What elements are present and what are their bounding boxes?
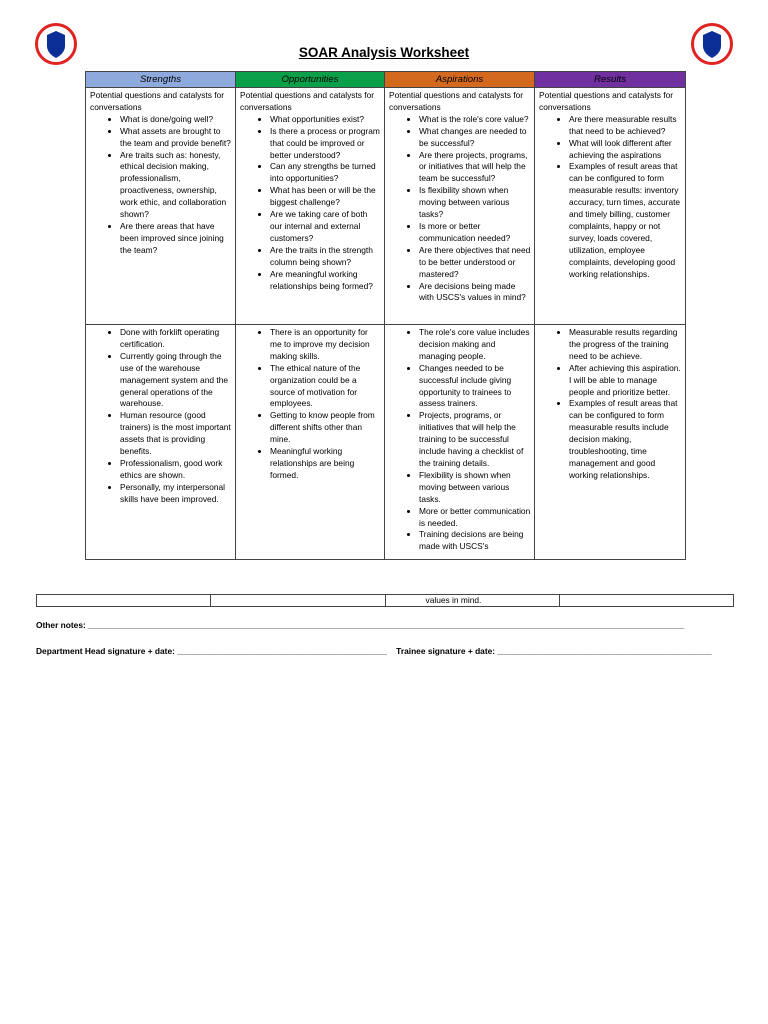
bullet-item: • What is the role's core value? bbox=[419, 114, 531, 126]
signature-row bbox=[36, 646, 712, 656]
department-head-signature-field[interactable]: Department Head signature + date: _____________________________________________ bbox=[36, 646, 387, 656]
answer-list bbox=[90, 327, 232, 506]
bullet-item: • Personally, my interpersonal skills have been improved. bbox=[120, 482, 232, 506]
column-header-aspirations: Aspirations bbox=[385, 72, 535, 88]
bullet-item: • The role's core value includes decision making and managing people. bbox=[419, 327, 531, 363]
bullet-item: • Projects, programs, or initiatives that will help the training to be successful include having a checklist of the training details. bbox=[419, 410, 531, 470]
bullet-item: • Are the traits in the strength column being shown? bbox=[270, 245, 381, 269]
question-list bbox=[539, 114, 682, 281]
page-title: SOAR Analysis Worksheet bbox=[298, 45, 470, 60]
bullet-item: • Are there areas that have been improved since joining the team? bbox=[120, 221, 232, 257]
column-header-strengths: Strengths bbox=[86, 72, 236, 88]
bullet-item: • Are we taking care of both our internal and external customers? bbox=[270, 209, 381, 245]
column-header-results: Results bbox=[535, 72, 686, 88]
bullet-item: • The ethical nature of the organization could be a source of motivation for employees. bbox=[270, 363, 381, 411]
intro-text: Potential questions and catalysts for conversations bbox=[240, 90, 375, 112]
bullet-item: • Flexibility is shown when moving between various tasks. bbox=[419, 470, 531, 506]
continuation-table bbox=[36, 594, 734, 607]
bullet-item: • Is flexibility shown when moving between various tasks? bbox=[419, 185, 531, 221]
answers-cell-opportunities bbox=[236, 325, 385, 560]
trainee-signature-field[interactable]: Trainee signature + date: ______________________________________________ bbox=[396, 646, 712, 656]
bullet-item: • Training decisions are being made with USCS's bbox=[419, 529, 531, 553]
answers-cell-aspirations bbox=[385, 325, 535, 560]
bullet-item: • What opportunities exist? bbox=[270, 114, 381, 126]
answer-list bbox=[240, 327, 381, 482]
questions-row bbox=[86, 88, 686, 325]
bullet-item: • Are there objectives that need to be better understood or mastered? bbox=[419, 245, 531, 281]
bullet-item: • Are decisions being made with USCS's values in mind? bbox=[419, 281, 531, 305]
bullet-item: • Professionalism, good work ethics are shown. bbox=[120, 458, 232, 482]
bullet-item: • Changes needed to be successful include giving opportunity to trainees to assess trainers. bbox=[419, 363, 531, 411]
bullet-item: • What is done/going well? bbox=[120, 114, 232, 126]
bullet-item: • Currently going through the use of the warehouse management system and the general operations of the warehouse. bbox=[120, 351, 232, 411]
bullet-item: • What will look different after achieving the aspirations bbox=[569, 138, 682, 162]
bullet-item: • What assets are brought to the team and provide benefit? bbox=[120, 126, 232, 150]
bullet-item: • Are there measurable results that need to be achieved? bbox=[569, 114, 682, 138]
questions-cell-aspirations bbox=[385, 88, 535, 325]
header-row bbox=[86, 72, 686, 88]
bullet-item: • Are there projects, programs, or initiatives that will help the team be successful? bbox=[419, 150, 531, 186]
bullet-item: • Meaningful working relationships are being formed. bbox=[270, 446, 381, 482]
bullet-item: • Done with forklift operating certification. bbox=[120, 327, 232, 351]
bullet-item: • Is there a process or program that could be improved or better understood? bbox=[270, 126, 381, 162]
bullet-item: • More or better communication is needed. bbox=[419, 506, 531, 530]
soar-table bbox=[85, 71, 686, 560]
bullet-item: • Is more or better communication needed? bbox=[419, 221, 531, 245]
questions-cell-results bbox=[535, 88, 686, 325]
bullet-item: • Are traits such as: honesty, ethical decision making, professionalism, proactiveness, ownership, work ethic, and collaboration shown? bbox=[120, 150, 232, 221]
answers-cell-strengths bbox=[86, 325, 236, 560]
bullet-item: • There is an opportunity for me to improve my decision making skills. bbox=[270, 327, 381, 363]
continuation-row bbox=[37, 595, 734, 607]
bullet-item: • After achieving this aspiration. I will be able to manage people and prioritize better. bbox=[569, 363, 682, 399]
question-list bbox=[389, 114, 531, 305]
questions-cell-strengths bbox=[86, 88, 236, 325]
bullet-item: • Measurable results regarding the progress of the training need to be achieve. bbox=[569, 327, 682, 363]
continuation-cell bbox=[559, 595, 733, 607]
column-header-opportunities: Opportunities bbox=[236, 72, 385, 88]
questions-cell-opportunities bbox=[236, 88, 385, 325]
other-notes-field[interactable]: Other notes: ________________________________________________________________________________________________________________________________ bbox=[36, 620, 685, 630]
bullet-item: • Examples of result areas that can be configured to form measurable results include decision making, troubleshooting, time management and good working relationships. bbox=[569, 398, 682, 481]
question-list bbox=[90, 114, 232, 257]
question-list bbox=[240, 114, 381, 293]
answers-cell-results bbox=[535, 325, 686, 560]
continuation-cell: values in mind. bbox=[385, 595, 559, 607]
intro-text: Potential questions and catalysts for conversations bbox=[539, 90, 674, 112]
intro-text: Potential questions and catalysts for conversations bbox=[90, 90, 225, 112]
continuation-cell bbox=[211, 595, 385, 607]
bullet-item: • Examples of result areas that can be configured to form measurable results: inventory accuracy, turn times, accurate and timely billing, customer complaints, happy or not survey, loads covered, utilization, employee complaints, developing good working relationships. bbox=[569, 161, 682, 280]
bullet-item: • What has been or will be the biggest challenge? bbox=[270, 185, 381, 209]
answer-list bbox=[539, 327, 682, 482]
bullet-item: • Can any strengths be turned into opportunities? bbox=[270, 161, 381, 185]
bullet-item: • Are meaningful working relationships being formed? bbox=[270, 269, 381, 293]
bullet-item: • What changes are needed to be successful? bbox=[419, 126, 531, 150]
answers-row bbox=[86, 325, 686, 560]
answer-list bbox=[389, 327, 531, 553]
continuation-cell bbox=[37, 595, 211, 607]
bullet-item: • Getting to know people from different shifts other than mine. bbox=[270, 410, 381, 446]
intro-text: Potential questions and catalysts for conversations bbox=[389, 90, 524, 112]
bullet-item: • Human resource (good trainers) is the most important assets that is providing benefits. bbox=[120, 410, 232, 458]
